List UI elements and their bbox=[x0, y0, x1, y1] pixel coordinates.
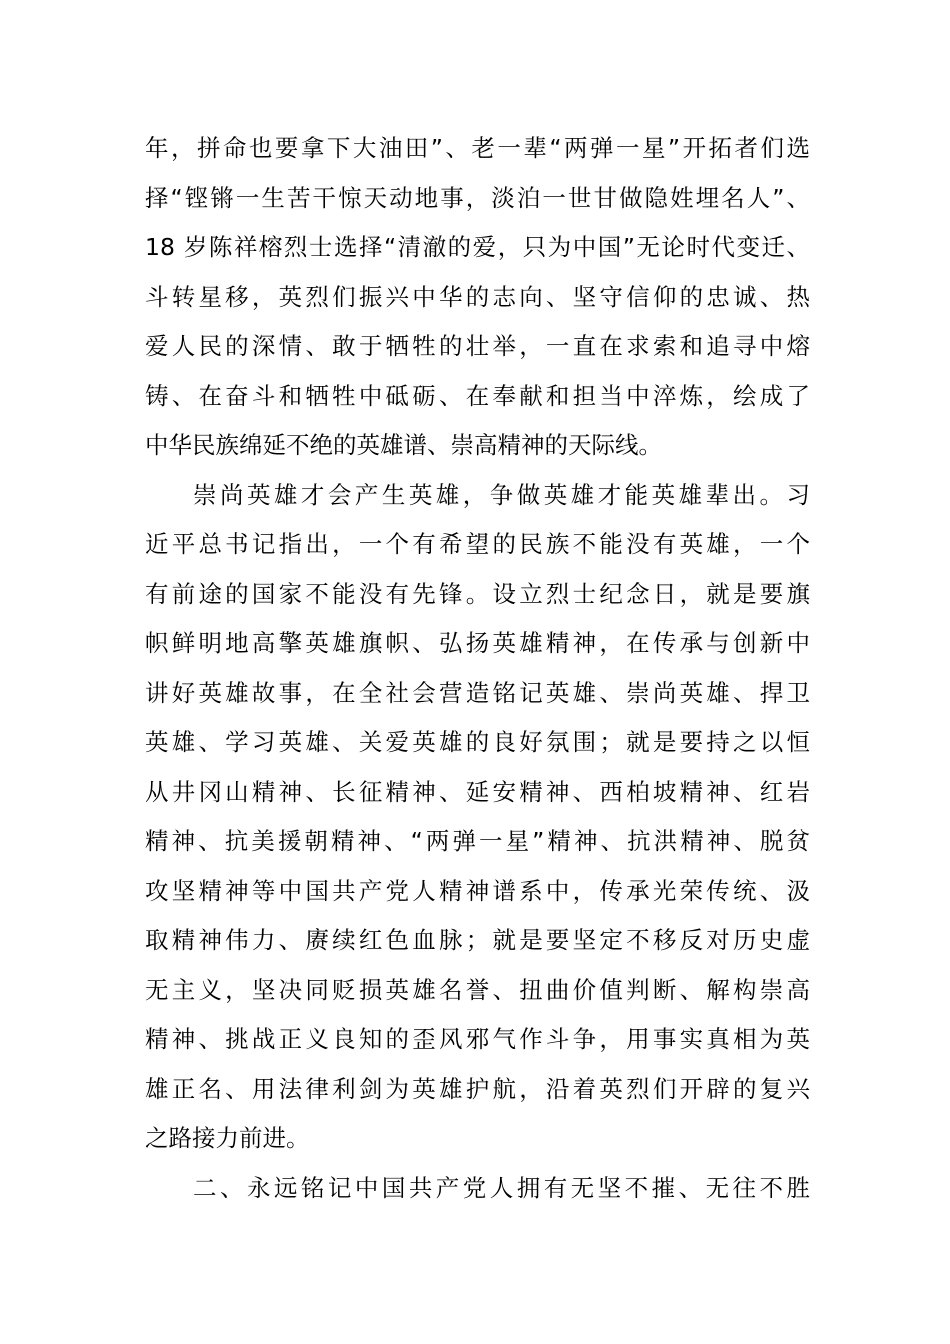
text-line: 斗转星移，英烈们振兴中华的志向、坚守信仰的忠诚、热 bbox=[145, 282, 810, 311]
text-line: 之路接力前进。 bbox=[145, 1124, 310, 1152]
text-line: 有前途的国家不能没有先锋。设立烈士纪念日，就是要旗 bbox=[145, 579, 810, 608]
text-line: 从井冈山精神、长征精神、延安精神、西柏坡精神、红岩 bbox=[145, 777, 810, 806]
text-line: 帜鲜明地高擎英雄旗帜、弘扬英雄精神，在传承与创新中 bbox=[145, 629, 810, 657]
text-line: 中华民族绵延不绝的英雄谱、崇高精神的天际线。 bbox=[145, 431, 662, 459]
text-line: 铸、在奋斗和牺牲中砥砺、在奉献和担当中淬炼，绘成了 bbox=[145, 381, 810, 410]
text-line: 精神、挑战正义良知的歪风邪气作斗争，用事实真相为英 bbox=[145, 1025, 810, 1053]
paragraph-start-line: 崇尚英雄才会产生英雄，争做英雄才能英雄辈出。习 bbox=[193, 480, 810, 509]
text-line: 讲好英雄故事，在全社会营造铭记英雄、崇尚英雄、捍卫 bbox=[145, 678, 810, 707]
text-line: 择“铿锵一生苦干惊天动地事，淡泊一世甘做隐姓埋名人”、 bbox=[145, 183, 810, 212]
text-line: 年，拼命也要拿下大油田”、老一辈“两弹一星”开拓者们选 bbox=[145, 134, 810, 162]
text-line: 取精神伟力、赓续红色血脉；就是要坚定不移反对历史虚 bbox=[145, 926, 810, 954]
section-heading-line: 二、永远铭记中国共产党人拥有无坚不摧、无往不胜 bbox=[193, 1173, 810, 1202]
text-line: 无主义，坚决同贬损英雄名誉、扭曲价值判断、解构崇高 bbox=[145, 975, 810, 1004]
text-line: 英雄、学习英雄、关爱英雄的良好氛围；就是要持之以恒 bbox=[145, 728, 810, 756]
text-line: 精神、抗美援朝精神、“两弹一星”精神、抗洪精神、脱贫 bbox=[145, 827, 810, 855]
text-line: 爱人民的深情、敢于牺牲的壮举，一直在求索和追寻中熔 bbox=[145, 332, 810, 360]
text-line: 近平总书记指出，一个有希望的民族不能没有英雄，一个 bbox=[145, 530, 810, 558]
text-line: 雄正名、用法律利剑为英雄护航，沿着英烈们开辟的复兴 bbox=[145, 1074, 810, 1103]
text-line: 18 岁陈祥榕烈士选择“清澈的爱，只为中国”无论时代变迁、 bbox=[145, 233, 810, 261]
text-line: 攻坚精神等中国共产党人精神谱系中，传承光荣传统、汲 bbox=[145, 876, 810, 905]
body-text bbox=[145, 124, 810, 1213]
